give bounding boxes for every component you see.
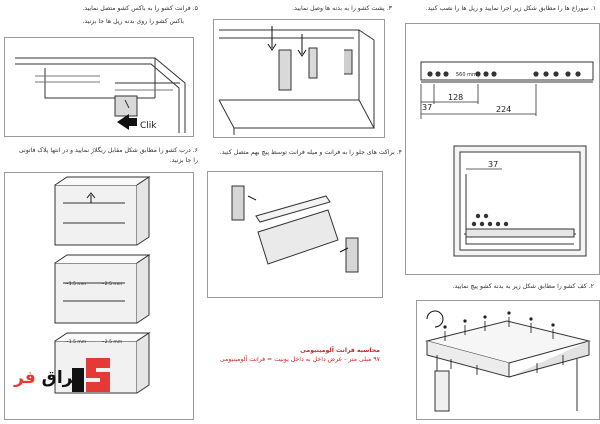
note-body: ۹۷ میلی متر - عرض داخل به داخل یونیت = فرانت آلومینیومی [219,356,380,363]
step-2-panel [416,300,600,420]
dim-224: 224 [496,105,512,114]
step-3-caption: ۳. پشت کشو را به بدنه ها وصل نمایید. [292,5,392,12]
step-2-drawing [417,301,599,419]
step-5-drawing [5,38,193,136]
step-5-caption-line1: ۵. فرانت کشو را به باکس کشو متصل نمایید. [82,5,198,12]
note-title: محاسبه فرانت آلومینیومی [300,347,380,354]
step-4-caption: ۴. براکت های جلو را به فرانت و میله فرانت توسط پیچ بهم متصل کنید. [219,149,402,156]
front-calc-note [212,346,380,364]
dim-d: ~2.5 mm [101,340,123,345]
right-bracket [346,238,358,272]
left-bracket [232,186,244,220]
screw-arrow-icon [248,196,256,200]
rail-holes [427,71,580,76]
step-1-caption: ۱. سوراخ ها را مطابق شکل زیر اجرا نمایید و ریل ها را نصب کنید. [425,5,596,12]
dim-37: 37 [422,103,433,112]
step-1-drawing [406,24,599,274]
dim-37-lower: 37 [488,160,499,169]
adjust-figure-1 [55,177,149,245]
dim-c: ~1.5 mm [65,340,87,345]
adjust-figure-2 [55,255,149,323]
step-4-drawing [208,172,382,297]
brand-name [14,368,80,388]
step-6-caption-line1: ۶. درب کشو را مطابق شکل مقابل ریگلاژ نمایید و در انتها پلاک فاتونی [18,147,198,154]
brand-mark-icon [86,358,110,392]
rail-detail [454,146,586,256]
brand-name-red: فر [14,368,36,388]
dim-a: ~1.5 mm [65,282,87,287]
step-3-panel [213,19,385,138]
brand-name-black: براق [41,368,80,388]
dim-b: ~2.5 mm [101,282,123,287]
rotate-icon [427,311,443,327]
step-4-panel [207,171,383,298]
down-arrow-icon [298,34,306,56]
step-5-caption-line2: باکس کشو را روی بدنه ریل ها جا بزنید. [82,18,184,25]
spacing-label: 560 mm [456,72,477,78]
dim-128: 128 [448,93,464,102]
step-3-drawing [214,20,384,137]
step-6-caption-line2: را جا بزنید. [169,157,198,164]
click-label: Clik [140,121,157,131]
step-1-panel [405,23,600,275]
step-2-caption: ۲. کف کشو را مطابق شکل زیر به بدنه کشو پیچ نمایید. [452,283,594,290]
step-5-panel [4,37,194,137]
rear-bracket [344,50,352,74]
